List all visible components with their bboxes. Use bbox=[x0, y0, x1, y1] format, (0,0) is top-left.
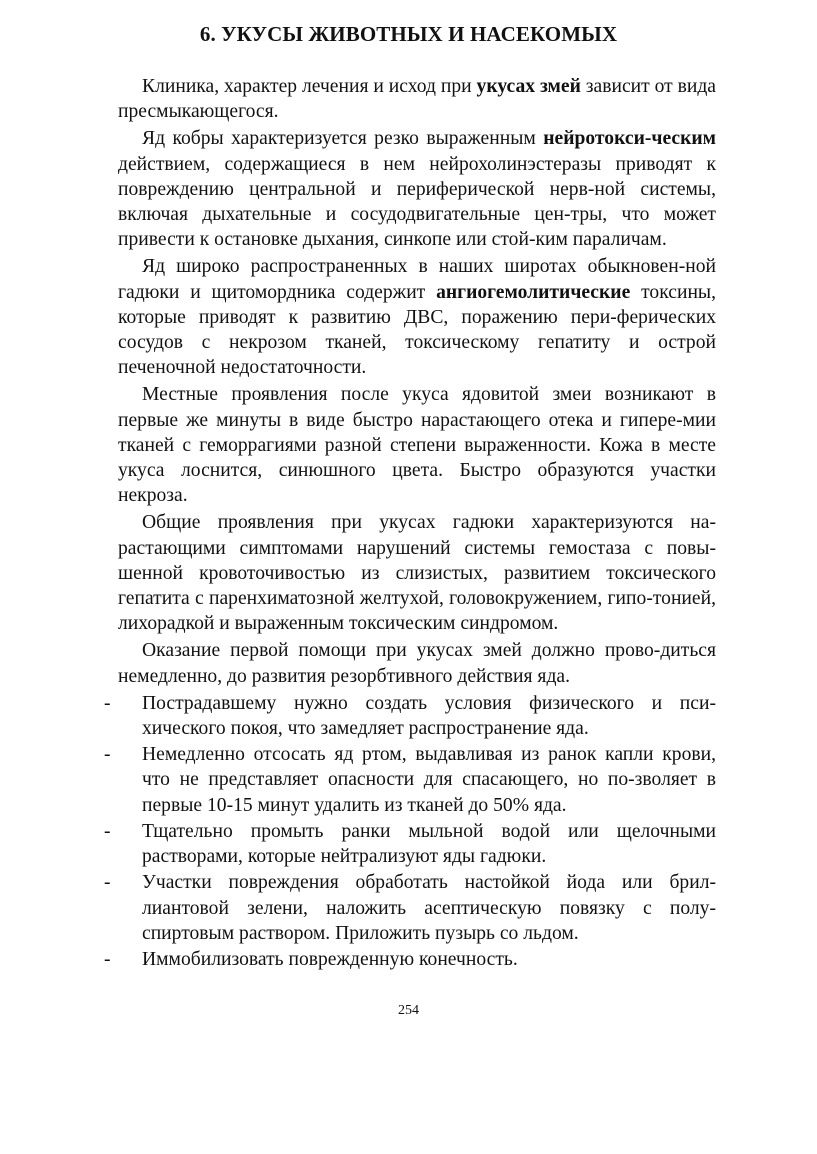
first-aid-list bbox=[104, 691, 716, 972]
paragraph-viper-text-before: Яд широко распространенных в наших широтах обыкновен-ной гадюки и щитомордника содержит bbox=[118, 256, 716, 303]
bold-term-snake-bites: укусах змей bbox=[476, 76, 581, 97]
list-item bbox=[104, 691, 716, 741]
paragraph-clinic-text-before: Клиника, характер лечения и исход при bbox=[142, 76, 477, 97]
list-dash: - bbox=[104, 948, 111, 970]
paragraph-cobra-text-after: действием, содержащиеся в нем нейрохолинэстеразы приводят к повреждению центральной и периферической нерв-ной системы, включая дыхательные и сосудодвигательные цен-тры, что может привести к остановке дыхания, синкопе или стой-ким параличам. bbox=[118, 153, 716, 251]
bold-term-neurotoxic: нейротокси-ческим bbox=[543, 128, 716, 150]
body-text bbox=[104, 74, 716, 972]
paragraph-clinic bbox=[118, 74, 716, 124]
list-item bbox=[104, 819, 716, 869]
list-item-text: Иммобилизовать поврежденную конечность. bbox=[142, 948, 518, 970]
page-number: 254 bbox=[398, 1003, 419, 1018]
list-item bbox=[104, 870, 716, 946]
paragraph-general-signs: Общие проявления при укусах гадюки характеризуются на-растающими симптомами нарушений системы гемостаза с повы-шенной кровоточивостью из слизистых, развитием токсического гепатита с паренхиматозной желтухой, головокружением, гипо-тонией, лихорадкой и выраженным токсическим синдромом. bbox=[118, 512, 716, 635]
list-item-text: Пострадавшему нужно создать условия физического и пси-хического покоя, что замедляет распространение яда. bbox=[142, 692, 716, 740]
paragraph-cobra-venom bbox=[118, 126, 716, 252]
list-item-text: Немедленно отсосать яд ртом, выдавливая из ранок капли крови, что не представляет опасности для спасающего, но по-зволяет в первые 10-15 минут удалить из тканей до 50% яда. bbox=[142, 744, 716, 816]
paragraph-viper-text-after: токсины, которые приводят к развитию ДВС, поражению пери-ферических сосудов с некрозом тканей, токсическому гепатиту и острой печеночной недостаточности. bbox=[118, 281, 716, 379]
paragraph-clinic-text-after: зависит от вида пресмыкающегося. bbox=[118, 76, 716, 123]
list-dash: - bbox=[104, 820, 111, 842]
list-item-text: Тщательно промыть ранки мыльной водой или щелочными растворами, которые нейтрализуют яды гадюки. bbox=[142, 820, 716, 868]
list-dash: - bbox=[104, 744, 111, 766]
list-dash: - bbox=[104, 692, 111, 714]
list-item bbox=[104, 742, 716, 818]
paragraph-local-signs: Местные проявления после укуса ядовитой змеи возникают в первые же минуты в виде быстро нарастающего отека и гипере-мии тканей с геморрагиями разной степени выраженности. Кожа в месте укуса лоснится, синюшного цвета. Быстро образуются участки некроза. bbox=[118, 384, 716, 507]
list-dash: - bbox=[104, 872, 111, 894]
paragraph-viper-venom bbox=[118, 254, 716, 380]
list-item bbox=[104, 947, 716, 972]
paragraph-cobra-text-before: Яд кобры характеризуется резко выраженным bbox=[142, 128, 544, 150]
list-item-text: Участки повреждения обработать настойкой йода или брил-лиантовой зелени, наложить асептическую повязку с полу-спиртовым раствором. Приложить пузырь со льдом. bbox=[142, 872, 716, 944]
paragraph-first-aid: Оказание первой помощи при укусах змей должно прово-диться немедленно, до развития резорбтивного действия яда. bbox=[118, 640, 716, 687]
section-heading: 6. УКУСЫ ЖИВОТНЫХ И НАСЕКОМЫХ bbox=[199, 22, 618, 46]
bold-term-angiohemolytic: ангиогемолитические bbox=[436, 281, 631, 303]
